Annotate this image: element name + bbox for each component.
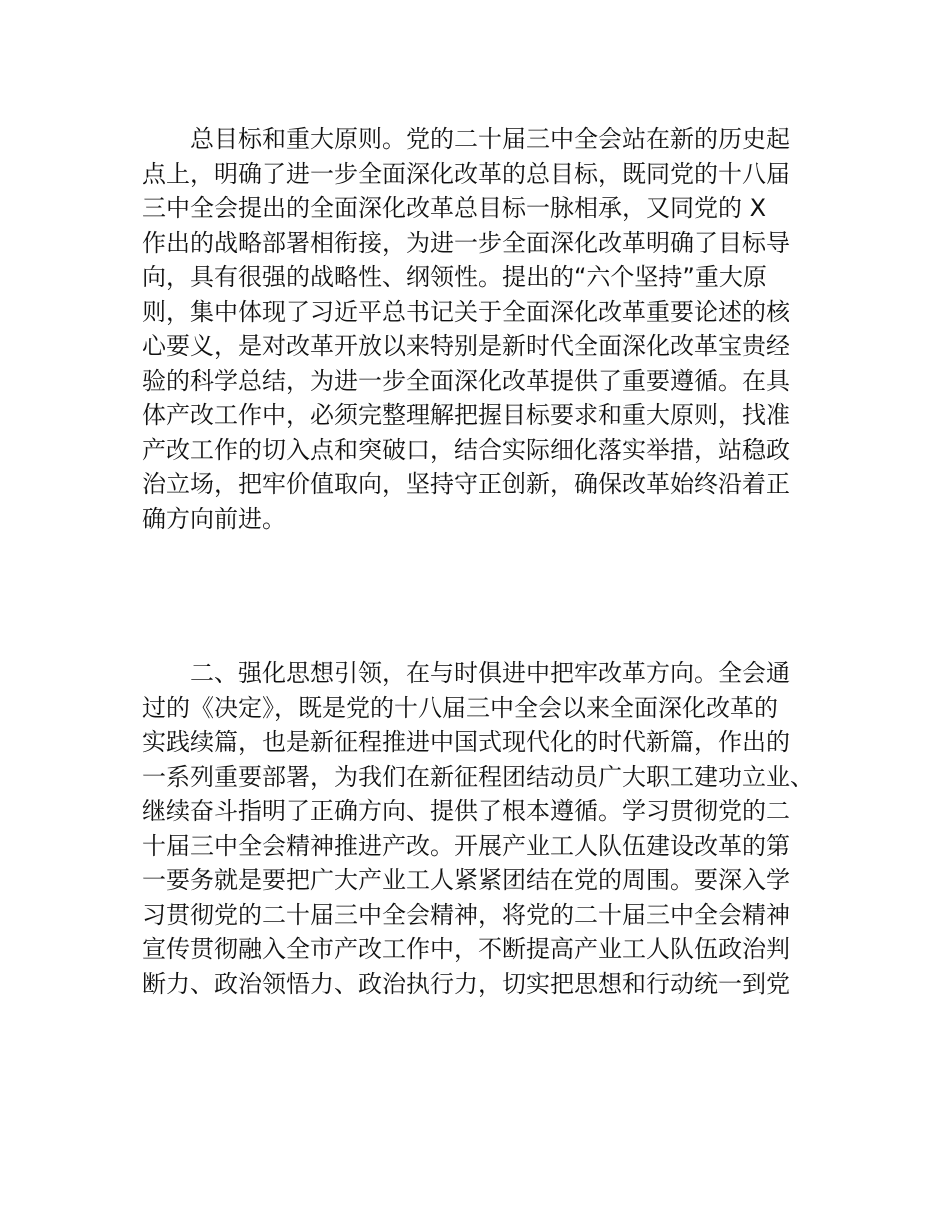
text-line: 体产改工作中，必须完整理解把握目标要求和重大原则，找准 xyxy=(142,401,790,429)
text-line: 向，具有很强的战略性、纲领性。提出的“六个坚持”重大原 xyxy=(142,263,767,291)
text-line: 总目标和重大原则。党的二十届三中全会站在新的历史起 xyxy=(190,125,790,153)
text-line: 治立场，把牢价值取向，坚持守正创新，确保改革始终沿着正 xyxy=(142,470,790,498)
text-line: 二、强化思想引领，在与时俱进中把牢改革方向。全会通 xyxy=(190,659,790,687)
text-line: 心要义，是对改革开放以来特别是新时代全面深化改革宝贵经 xyxy=(142,332,790,360)
text-line: 产改工作的切入点和突破口，结合实际细化落实举措，站稳政 xyxy=(142,435,790,464)
text-line: 一系列重要部署，为我们在新征程团结动员广大职工建功立业、 xyxy=(142,762,814,791)
text-line: 一要务就是要把广大产业工人紧紧团结在党的周围。要深入学 xyxy=(142,866,790,894)
text-line: 则，集中体现了习近平总书记关于全面深化改革重要论述的核 xyxy=(142,297,790,326)
text-line: 宣传贯彻融入全市产改工作中，不断提高产业工人队伍政治判 xyxy=(142,935,790,963)
text-line: 十届三中全会精神推进产改。开展产业工人队伍建设改革的第 xyxy=(142,831,790,860)
paragraph-overall-goal xyxy=(142,122,832,536)
text-line: 实践续篇，也是新征程推进中国式现代化的时代新篇，作出的 xyxy=(142,728,790,756)
text-line: 继续奋斗指明了正确方向、提供了根本遵循。学习贯彻党的二 xyxy=(142,797,790,825)
text-line: 确方向前进。 xyxy=(142,504,286,533)
text-line: 习贯彻党的二十届三中全会精神，将党的二十届三中全会精神 xyxy=(142,900,790,929)
text-line: 点上，明确了进一步全面深化改革的总目标，既同党的十八届 xyxy=(142,159,790,188)
text-line: 断力、政治领悟力、政治执行力，切实把思想和行动统一到党 xyxy=(142,969,790,998)
text-line: 过的《决定》，既是党的十八届三中全会以来全面深化改革的 xyxy=(142,693,778,722)
text-line: 验的科学总结，为进一步全面深化改革提供了重要遵循。在具 xyxy=(142,366,790,395)
text-line: 作出的战略部署相衔接，为进一步全面深化改革明确了目标导 xyxy=(142,228,790,257)
paragraph-thought-guidance xyxy=(142,656,832,1001)
text-line: 三中全会提出的全面深化改革总目标一脉相承，又同党的 X xyxy=(142,194,767,222)
